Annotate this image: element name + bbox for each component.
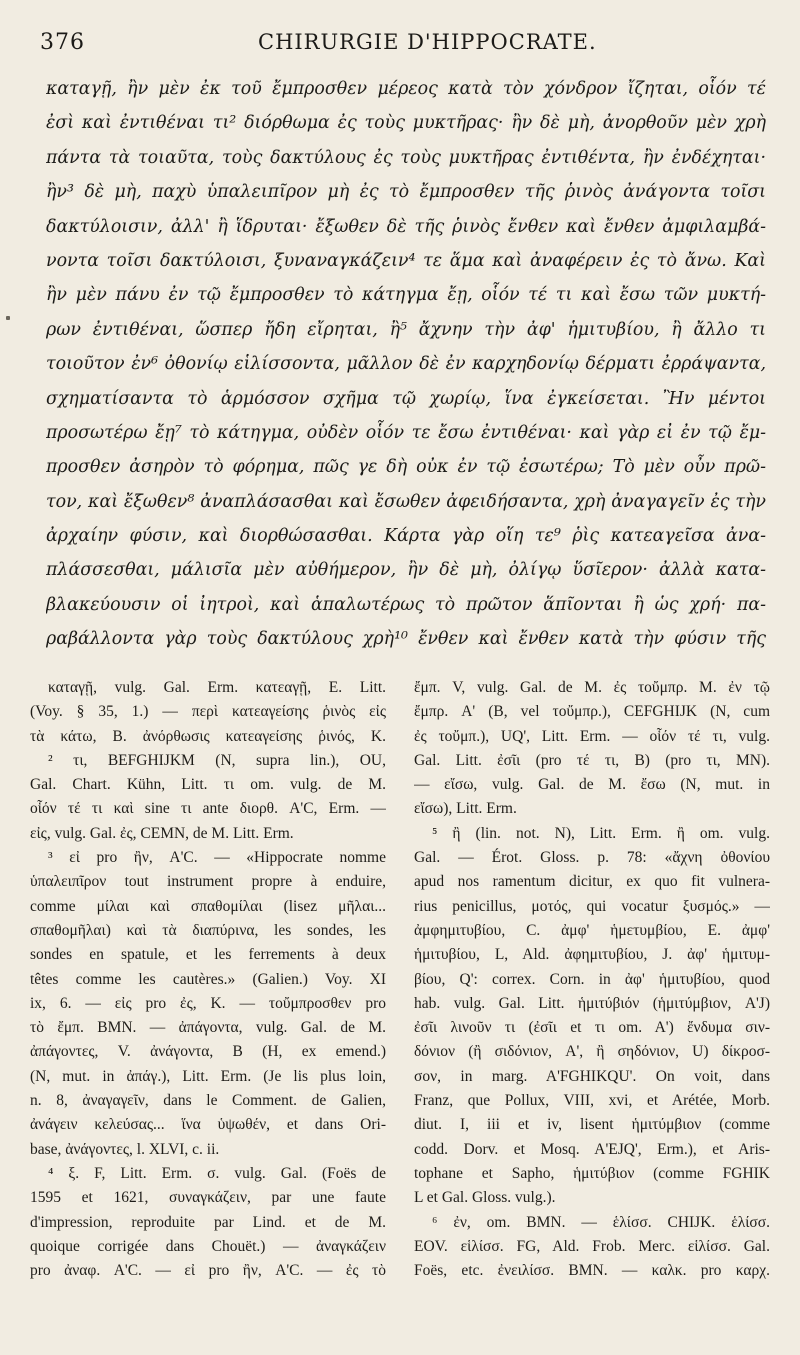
footnote-line: Gal. Chart. Kühn, Litt. τι om. vulg. de M. [30,776,386,794]
text-line: δακτύλοισιν, ἀλλ' ἢ ἵδρυται· ἔξωθεν δὲ τῆς ῥινὸς ἔνθεν καὶ ἔνθεν ἀμφιλαμβά- [46,216,766,237]
footnote-line: ἔμπ. V, vulg. Gal. de M. ἐς τοὔμπρ. M. ἐν τῷ [414,679,770,696]
footnote-line: Gal. Litt. ἐσῖι (pro τέ τι, B) (pro τι, MN). [414,751,770,769]
footnote-line: ἔμπρ. A' (B, vel τοὔμπρ.), CEFGHIJK (N, cum [414,703,770,721]
footnote-line: ἀπάγοντες, V. ἀνάγοντα, B (H, ex emend.) [30,1043,386,1061]
footnote-line: (N, mut. in ἀπάγ.), Litt. Erm. (Je lis plus loin, [30,1067,386,1085]
footnote-line: εἴσω), Litt. Erm. [414,800,517,818]
text-line: σχηματίσαντα τὸ ἁρμόσσον σχῆμα τῷ χωρίῳ, ἵνα ἐγκείσεται. Ἢν μέντοι [46,388,766,409]
footnote-line: EOV. εἱλίσσ. FG, Ald. Frob. Merc. εἱλίσσ. Gal. [414,1237,770,1255]
text-line: προσωτέρω ἔῃ⁷ τὸ κάτηγμα, οὐδὲν οἷόν τε ἔσω ἐντιθέναι· καὶ γὰρ εἰ ἐν τῷ ἔμ- [46,422,766,443]
footnote-line: ὑπαλειπῖρον tout instrument propre à enduire, [30,873,386,891]
footnote-line: ix, 6. — εἰς pro ἐς, K. — τοὔμπροσθεν pro [30,994,386,1012]
footnote-line: τὰ κάτω, B. ἀνόρθωσις κατεαγείσης ῥινός, K. [30,727,386,745]
footnotes-right-column [414,676,770,1283]
margin-mark [6,316,10,320]
main-greek-text [46,72,766,657]
footnote-line: σπαθομῆλαι) καὶ τὰ διαπύρινα, les sondes, les [30,921,386,939]
text-line: πλάσσεσθαι, μάλισῖα μὲν αὐθήμερον, ἢν δὲ μὴ, ὀλίγῳ ὕσῖερον· ἀλλὰ κατα- [46,560,766,581]
page-header-title: CHIRURGIE D'HIPPOCRATE. [258,30,597,54]
text-line: βλακεύουσιν οἱ ἰητροὶ, καὶ ἁπαλωτέρως τὸ πρῶτον ἅπῖονται ἢ ὡς χρή· πα- [46,594,766,615]
footnote-line: εἰς, vulg. Gal. ἐς, CEMN, de M. Litt. Erm. [30,824,294,842]
footnote-line: ² τι, BEFGHIJKM (N, supra lin.), OU, [48,751,386,769]
footnote-line: δόνιον (ἢ σιδόνιον, A', ἢ σηδόνιον, U) δίκροσ- [414,1043,770,1061]
text-line: ἐσὶ καὶ ἐντιθέναι τι² διόρθωμα ἐς τοὺς μυκτῆρας· ἢν δὲ μὴ, ἀνορθοῦν μὲν χρὴ [46,113,766,134]
footnote-line: ἐσῖι λινοῦν τι (ἐσῖι et τι om. A') ἔνδυμα σιν- [414,1019,770,1037]
footnote-line: Gal. — Érot. Gloss. p. 78: «ἄχνη ὀθονίου [414,849,770,867]
footnotes-left-column [30,676,386,1283]
page-number: 376 [40,30,85,55]
footnote-line: base, ἀνάγοντες, l. XLVI, c. ii. [30,1140,220,1158]
footnote-line: ἀνάγειν κελεύσας... ἵνα ὑψωθέν, et dans Ori- [30,1116,386,1134]
footnote-line: οἷόν τέ τι καὶ sine τι ante διορθ. A'C, Erm. — [30,800,386,818]
footnote-line: ἐς τοὔμπ.), UQ', Litt. Erm. — οἷόν τέ τι, vulg. [414,727,770,745]
footnote-line: diut. I, iii et iv, lisent ἡμιτύμβιον (comme [414,1116,770,1134]
text-line: ἢν³ δὲ μὴ, παχὺ ὑπαλειπῖρον μὴ ἐς τὸ ἔμπροσθεν τῆς ῥινὸς ἀνάγοντα τοῖσι [46,182,766,203]
text-line: πάντα τὰ τοιαῦτα, τοὺς δακτύλους ἐς τοὺς μυκτῆρας ἐντιθέντα, ἢν ἐνδέχηται· [46,147,766,168]
text-line: προσθεν ἀσηρὸν τὸ φόρημα, πῶς γε δὴ οὐκ ἐν τῷ ἐσωτέρω; Τὸ μὲν οὖν πρῶ- [46,457,766,478]
footnote-line: ⁶ ἐν, om. BMN. — ἑλίσσ. CHIJK. ἑλίσσ. [432,1213,770,1231]
footnote-line: ³ εἰ pro ἢν, A'C. — «Hippocrate nomme [48,849,386,867]
footnote-line: sondes en spatule, et les ferrements à deux [30,946,386,964]
text-line: τοιοῦτον ἐν⁶ ὀθονίῳ εἱλίσσοντα, μᾶλλον δὲ ἐν καρχηδονίῳ δέρματι ἐρράψαντα, [46,354,766,375]
footnote-line: ἀμφημιτυβίου, C. ἀμφ' ἡμετυμβίου, E. ἀμφ' [414,921,770,939]
footnote-line: ⁵ ἢ (lin. not. N), Litt. Erm. ἢ om. vulg. [432,824,770,842]
footnote-line: quoique corrigée dans Chouët.) — ἀναγκάζειν [30,1237,386,1255]
footnote-line: n. 8, ἀναγαγεῖν, dans le Comment. de Galien, [30,1092,386,1110]
running-head [40,28,764,60]
footnote-line: 1595 et 1621, συναγκάζειν, par une faute [30,1189,386,1207]
footnote-line: pro ἀναφ. A'C. — εἰ pro ἢν, A'C. — ἐς τὸ [30,1262,386,1280]
text-line: ἀρχαίην φύσιν, καὶ διορθώσασθαι. Κάρτα γὰρ οἵη τε⁹ ῥὶς κατεαγεῖσα ἀνα- [46,526,766,547]
footnote-line: Franz, que Pollux, VIII, xvi, et Arétée, Morb. [414,1092,770,1110]
footnote-line: τὸ ἔμπ. BMN. — ἀπάγοντα, vulg. Gal. de M. [30,1019,386,1037]
footnote-line: L et Gal. Gloss. vulg.). [414,1189,556,1207]
footnote-line: codd. Dorv. et Mosq. A'EJQ', Erm.), et Aris- [414,1140,770,1158]
footnote-line: ἡμιτυβίου, L, Ald. ἀφημιτυβίου, J. ἀφ' ἡμιτυμ- [414,946,770,964]
footnote-line: hab. vulg. Gal. Litt. ἡμιτύβιόν (ἡμιτύμβιον, A'J) [414,994,770,1012]
text-line: νοντα τοῖσι δακτύλοισι, ξυναναγκάζειν⁴ τε ἅμα καὶ ἀναφέρειν ἐς τὸ ἄνω. Καὶ [46,250,766,271]
footnote-line: d'impression, reproduite par Lind. et de M. [30,1213,386,1231]
text-line: ρων ἐντιθέναι, ὥσπερ ἤδη εἴρηται, ἢ⁵ ἄχνην τὴν ἀφ' ἡμιτυβίου, ἢ ἄλλο τι [46,319,766,340]
footnote-line: têtes comme les cautères.» (Galien.) Voy. XI [30,970,386,988]
footnote-line: ⁴ ξ. F, Litt. Erm. σ. vulg. Gal. (Foës de [48,1164,386,1182]
text-line: καταγῇ, ἢν μὲν ἐκ τοῦ ἔμπροσθεν μέρεος κατὰ τὸν χόνδρον ἴζηται, οἷόν τέ [46,79,766,99]
footnote-line: — εἴσω, vulg. Gal. de M. ἔσω (N, mut. in [414,776,770,794]
text-line: ραβάλλοντα γὰρ τοὺς δακτύλους χρὴ¹⁰ ἔνθεν καὶ ἔνθεν κατὰ τὴν φύσιν τῆς [46,629,766,650]
text-line: ἢν μὲν πάνυ ἐν τῷ ἔμπροσθεν τὸ κάτηγμα ἔῃ, οἷόν τέ τι καὶ ἔσω τῶν μυκτή- [46,285,766,306]
footnote-line: rius penicillus, μοτός, qui vocatur ξυσμός.» — [414,897,770,915]
footnote-line: καταγῇ, vulg. Gal. Erm. κατεαγῇ, E. Litt. [48,679,386,696]
footnote-line: (Voy. § 35, 1.) — περὶ κατεαγείσης ῥινὸς εἰς [30,703,386,721]
footnote-line: σον, in marg. A'FGHIKQU'. On voit, dans [414,1067,770,1085]
footnote-line: comme μίλαι καὶ σπαθομίλαι (lisez μῆλαι... [30,897,386,915]
footnote-line: apud nos ramentum dicitur, ex quo fit vulnera- [414,873,770,891]
footnote-line: tophane et Sapho, ἡμιτύβιον (comme FGHIK [414,1164,770,1182]
text-line: τον, καὶ ἔξωθεν⁸ ἀναπλάσασθαι καὶ ἔσωθεν ἀφειδήσαντα, χρὴ ἀναγαγεῖν ἐς τὴν [46,491,766,512]
footnote-line: Foës, etc. ἐνειλίσσ. BMN. — καλκ. pro καρχ. [414,1262,770,1280]
footnote-line: βίου, Q': correx. Corn. in ἀφ' ἡμιτυβίου, quod [414,970,770,988]
